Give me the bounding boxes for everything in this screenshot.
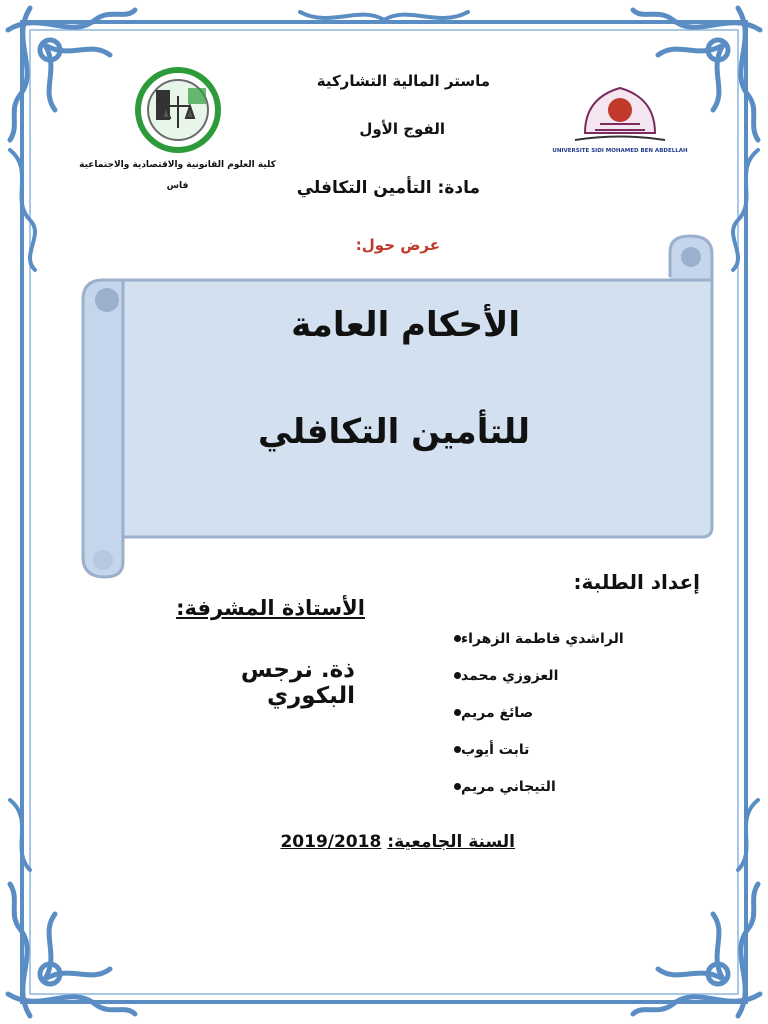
bullet-icon [454,783,461,790]
bullet-icon [454,746,461,753]
supervisor-name: ذة. نرجس البكوري [240,657,355,709]
academic-year-value: 2019/2018 [280,832,382,852]
faculty-name: كلية العلوم القانونية والاقتصادية والاجتماعية [79,160,276,170]
title-line-2: للتأمين التكافلي [257,412,530,452]
academic-year-label: السنة الجامعية: [387,832,515,852]
title-scroll-banner [75,232,720,582]
list-item [440,620,690,657]
student-name: العزوزي محمد [461,667,559,684]
faculty-city: فاس [166,181,189,191]
title-line-1: الأحكام العامة [291,305,520,345]
student-name: تابت أيوب [461,741,530,758]
students-list [440,620,690,805]
list-item [440,657,690,694]
corner-ornament-bottom-left [8,884,135,1016]
scroll-roll-left [83,280,123,577]
university-logo-center [608,98,632,122]
scroll-curl-top-left [95,288,119,312]
faculty-logo-map [188,88,206,104]
presentation-label: عرض حول: [355,236,440,254]
bullet-icon [454,709,461,716]
university-logo-arabic-script [575,137,665,141]
bullet-icon [454,635,461,642]
corner-ornament-top-left [8,8,135,140]
top-ornament-center [300,12,468,20]
cohort-label: الفوج الأول [359,120,445,138]
student-name: التيجاني مريم [461,778,556,795]
program-name: ماستر المالية التشاركية [316,72,490,90]
students-heading: إعداد الطلبة: [573,570,700,594]
scroll-curl-top-right [681,247,701,267]
university-logo-text: UNIVERSITE SIDI MOHAMED BEN ABDELLAH [552,148,688,154]
student-name: صائغ مريم [461,704,534,721]
bullet-icon [454,672,461,679]
academic-year [240,832,515,852]
subject-label: مادة: التأمين التكافلي [296,178,480,198]
faculty-logo [132,66,224,154]
list-item [440,768,690,805]
list-item [440,731,690,768]
university-logo [545,78,695,158]
list-item [440,694,690,731]
student-name: الراشدي فاطمة الزهراء [461,630,624,647]
corner-ornament-bottom-right [633,884,760,1016]
supervisor-heading: الأستاذة المشرفة: [176,596,365,620]
scroll-curl-bottom-left [93,550,113,570]
